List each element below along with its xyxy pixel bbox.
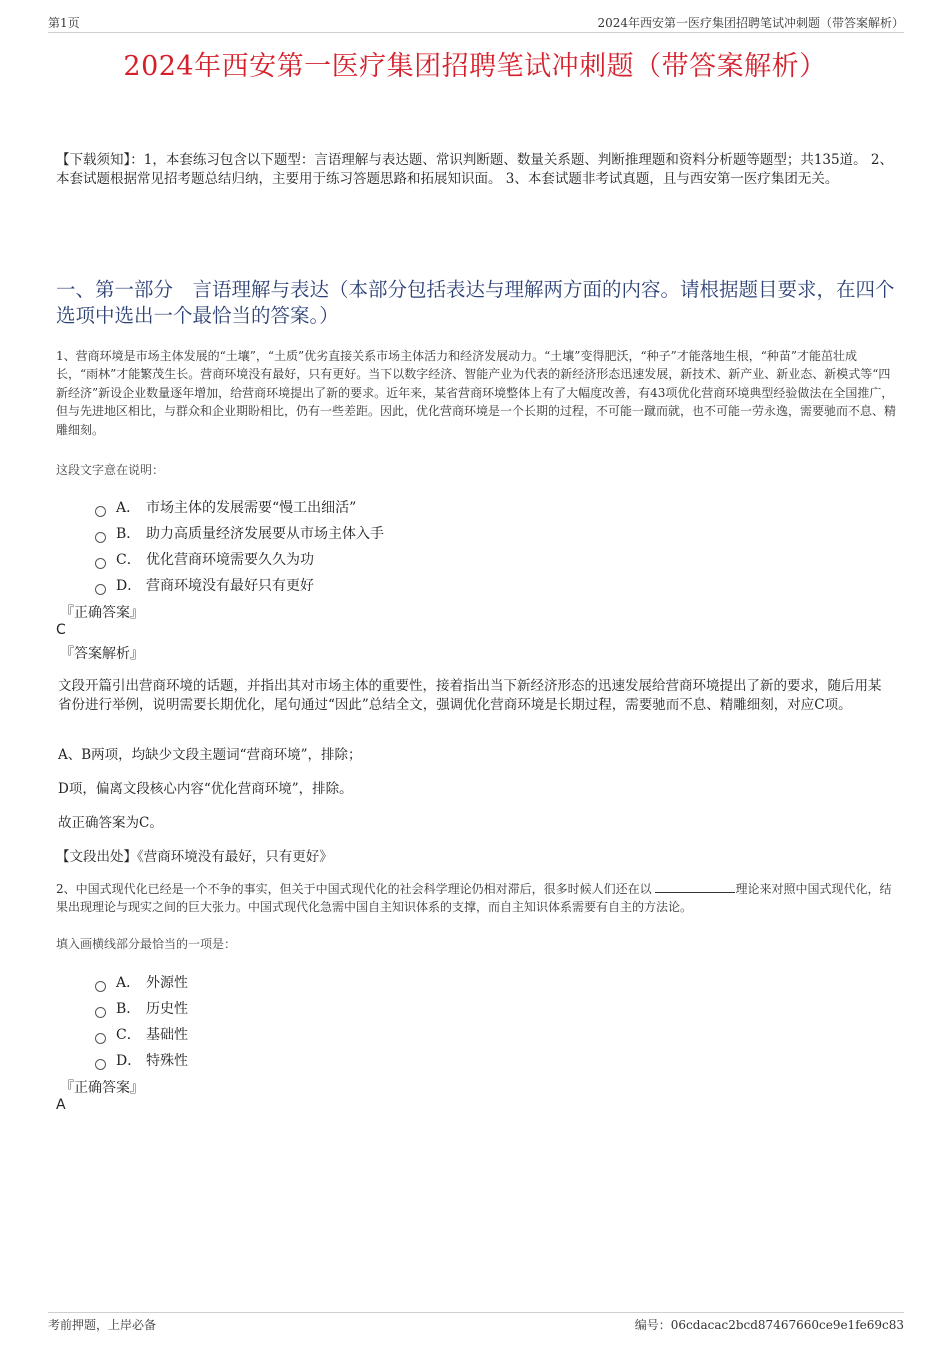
option-b[interactable] [95, 995, 188, 1021]
option-text: 基础性 [146, 1027, 188, 1043]
analysis-label: 『答案解析』 [60, 646, 144, 662]
radio-icon[interactable] [95, 584, 106, 595]
option-d[interactable] [95, 572, 384, 598]
passage-source: 【文段出处】《营商环境没有最好，只有更好》 [56, 849, 333, 865]
analysis-paragraph: 故正确答案为C。 [58, 815, 163, 831]
question-1-options [95, 494, 384, 598]
option-text: 助力高质量经济发展要从市场主体入手 [146, 526, 384, 542]
radio-icon[interactable] [95, 981, 106, 992]
option-a[interactable] [95, 969, 188, 995]
option-text: 外源性 [146, 975, 188, 991]
option-text: 优化营商环境需要久久为功 [146, 552, 314, 568]
footer-slogan: 考前押题，上岸必备 [48, 1318, 157, 1332]
radio-icon[interactable] [95, 1033, 106, 1044]
radio-icon[interactable] [95, 532, 106, 543]
option-letter: D． [116, 1053, 142, 1069]
question-2-text-before: 2、中国式现代化已经是一个不争的事实，但关于中国式现代化的社会科学理论仍相对滞后，很多时候人们还在以 [56, 882, 652, 896]
option-letter: C． [116, 1027, 141, 1043]
question-2-prompt: 填入画横线部分最恰当的一项是： [56, 937, 237, 951]
option-c[interactable] [95, 546, 384, 572]
radio-icon[interactable] [95, 1007, 106, 1018]
page-footer [48, 1312, 904, 1333]
radio-icon[interactable] [95, 1059, 106, 1070]
option-letter: B． [116, 526, 141, 542]
analysis-paragraph: D项，偏离文段核心内容“优化营商环境”，排除。 [58, 781, 353, 797]
radio-icon[interactable] [95, 558, 106, 569]
option-letter: A． [116, 500, 141, 516]
option-text: 特殊性 [146, 1053, 188, 1069]
document-id: 编号：06cdacac2bcd87467660ce9e1fe69c83 [634, 1318, 904, 1332]
correct-answer: C [56, 622, 66, 638]
fill-blank [655, 881, 735, 893]
section-heading: 一、第一部分 言语理解与表达（本部分包括表达与理解两方面的内容。请根据题目要求，在四个选项中选出一个最恰当的答案。） [56, 278, 895, 327]
question-2-text [56, 880, 898, 917]
option-letter: D． [116, 578, 142, 594]
question-1-prompt: 这段文字意在说明： [56, 463, 165, 477]
question-2-text-after: 理论来对照中国式现代化，结果出现理论与现实之间的巨大张力。中国式现代化急需中国自主知识体系的支撑，而自主知识体系需要有自主的方法论。 [56, 882, 892, 915]
question-1-text: 1、营商环境是市场主体发展的“土壤”，“土质”优劣直接关系市场主体活力和经济发展动力。“土壤”变得肥沃，“种子”才能落地生根，“种苗”才能茁壮成长，“雨林”才能繁茂生长。营商环境没有最好，只有更好。当下以数字经济、智能产业为代表的新经济形态迅速发展，新技术、新产业、新业态、新模式等“四新经济”新设企业数量逐年增加，给营商环境提出了新的要求。近年来，某省营商环境整体上有了大幅度改善，有43项优化营商环境典型经验做法在全国推广，但与先进地区相比，与群众和企业期盼相比，仍有一些差距。因此，优化营商环境是一个长期的过程，不可能一蹴而就，也不可能一劳永逸，需要驰而不息、精雕细刻。 [56, 349, 897, 437]
option-b[interactable] [95, 520, 384, 546]
header-doc-title: 2024年西安第一医疗集团招聘笔试冲刺题（带答案解析） [597, 16, 904, 30]
option-text: 营商环境没有最好只有更好 [146, 578, 314, 594]
question-2-options [95, 969, 188, 1073]
option-letter: A． [116, 975, 141, 991]
correct-answer: A [56, 1097, 66, 1113]
option-text: 历史性 [146, 1001, 188, 1017]
page-number: 第1页 [48, 16, 80, 30]
analysis-paragraph: 文段开篇引出营商环境的话题，并指出其对市场主体的重要性，接着指出当下新经济形态的迅速发展给营商环境提出了新的要求，随后用某省份进行举例，说明需要长期优化，尾句通过“因此”总结全文，强调优化营商环境是长期过程，需要驰而不息、精雕细刻，对应C项。 [58, 678, 882, 713]
analysis-paragraph: A、B两项，均缺少文段主题词“营商环境”，排除； [58, 747, 362, 763]
option-letter: C． [116, 552, 141, 568]
correct-answer-label: 『正确答案』 [60, 1080, 144, 1096]
option-c[interactable] [95, 1021, 188, 1047]
option-a[interactable] [95, 494, 384, 520]
download-notice: 【下载须知】：1，本套练习包含以下题型：言语理解与表达题、常识判断题、数量关系题、判断推理题和资料分析题等题型；共135道。 2、本套试题根据常见招考题总结归纳，主要用于练习答题思路和拓展知识面。 3、本套试题非考试真题，且与西安第一医疗集团无关。 [56, 152, 893, 187]
option-d[interactable] [95, 1047, 188, 1073]
page-header [48, 14, 904, 33]
option-text: 市场主体的发展需要“慢工出细活” [146, 500, 357, 516]
option-letter: B． [116, 1001, 141, 1017]
page-title: 2024年西安第一医疗集团招聘笔试冲刺题（带答案解析） [123, 51, 827, 82]
radio-icon[interactable] [95, 506, 106, 517]
correct-answer-label: 『正确答案』 [60, 605, 144, 621]
